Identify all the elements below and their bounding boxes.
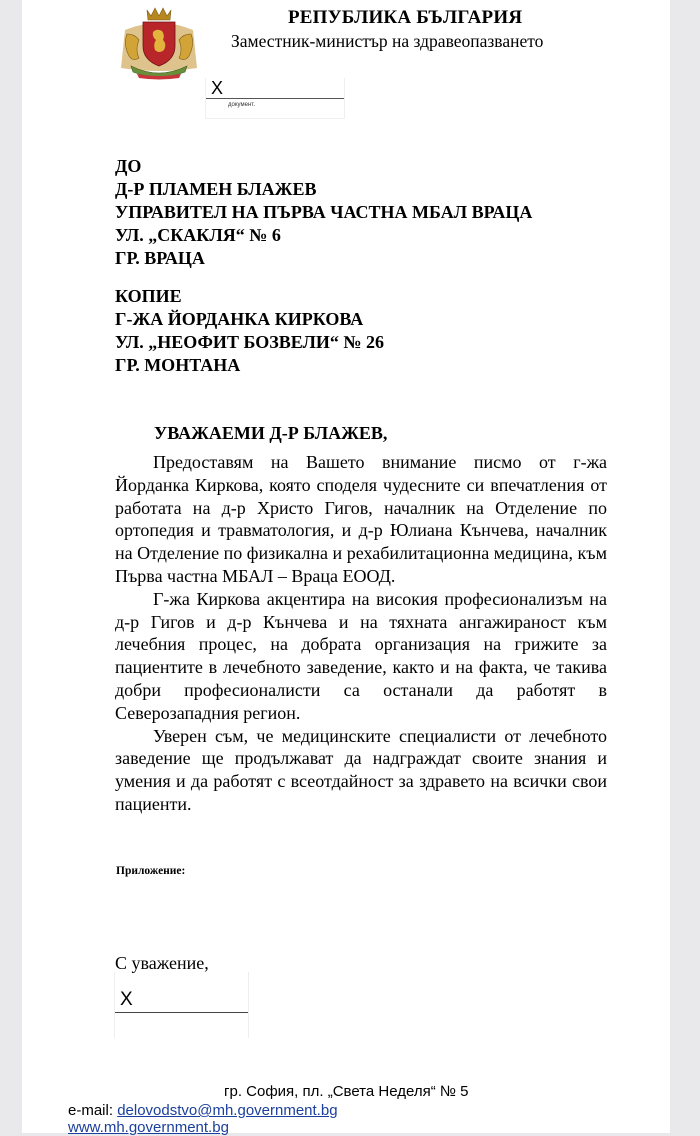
attachment-label: Приложение:	[116, 865, 186, 877]
bottom-signature-box[interactable]	[114, 972, 249, 1038]
office-title: Заместник-министър на здравеопазването	[231, 31, 544, 51]
signature-mark: X	[211, 78, 224, 98]
top-signature-box[interactable]	[205, 78, 345, 119]
closing: С уважение,	[115, 953, 209, 973]
letter-body	[115, 451, 607, 816]
footer-web-row	[68, 1119, 229, 1136]
signature-caption: документ.	[228, 102, 255, 108]
copy-line: ГР. МОНТАНА	[115, 355, 241, 375]
salutation: УВАЖАЕМИ Д-Р БЛАЖЕВ,	[154, 423, 388, 443]
recipient-line: ДО	[115, 156, 142, 176]
footer-email-row	[68, 1102, 338, 1119]
email-label: e-mail:	[68, 1102, 114, 1119]
signature-line	[206, 98, 344, 99]
republic-title: РЕПУБЛИКА БЪЛГАРИЯ	[288, 7, 523, 28]
body-paragraph: Г-жа Киркова акцентира на високия професионализъм на д-р Гигов и д-р Кънчева и на тяхната ангажираност към лечебния процес, на добрата организация на грижите за пациентите в лечебното заведение, както и на факта, че такива добри професионалисти са останали да работят в Северозападния регион.	[115, 588, 607, 723]
email-link[interactable]: delovodstvo@mh.government.bg	[117, 1102, 338, 1119]
copy-line: УЛ. „НЕОФИТ БОЗВЕЛИ“ № 26	[115, 332, 384, 352]
recipient-line: ГР. ВРАЦА	[115, 248, 205, 268]
coat-of-arms-icon	[115, 4, 203, 80]
recipient-line: УЛ. „СКАКЛЯ“ № 6	[115, 225, 281, 245]
body-paragraph: Предоставям на Вашето внимание писмо от г-жа Йорданка Киркова, която споделя чудесните си впечатления от работата на д-р Христо Гигов, началник на Отделение по ортопедия и травматология, и д-р Юлиана Кънчева, началник на Отделение по физикална и рехабилитационна медицина, към Първа частна МБАЛ – Враца ЕООД.	[115, 452, 607, 586]
recipient-line: Д-Р ПЛАМЕН БЛАЖЕВ	[115, 179, 317, 199]
recipient-line: УПРАВИТЕЛ НА ПЪРВА ЧАСТНА МБАЛ ВРАЦА	[115, 202, 533, 222]
signature-mark: X	[120, 989, 133, 1010]
copy-line: Г-ЖА ЙОРДАНКА КИРКОВА	[115, 309, 364, 329]
website-link[interactable]: www.mh.government.bg	[68, 1119, 229, 1136]
signature-line	[115, 1012, 248, 1013]
footer-address: гр. София, пл. „Света Неделя“ № 5	[224, 1083, 469, 1100]
copy-line: КОПИЕ	[115, 286, 182, 306]
body-paragraph: Уверен съм, че медицинските специалисти от лечебното заведение ще продължават да надграждат своите знания и умения и да работят с всеотдайност за здравето на всички свои пациенти.	[115, 725, 607, 814]
